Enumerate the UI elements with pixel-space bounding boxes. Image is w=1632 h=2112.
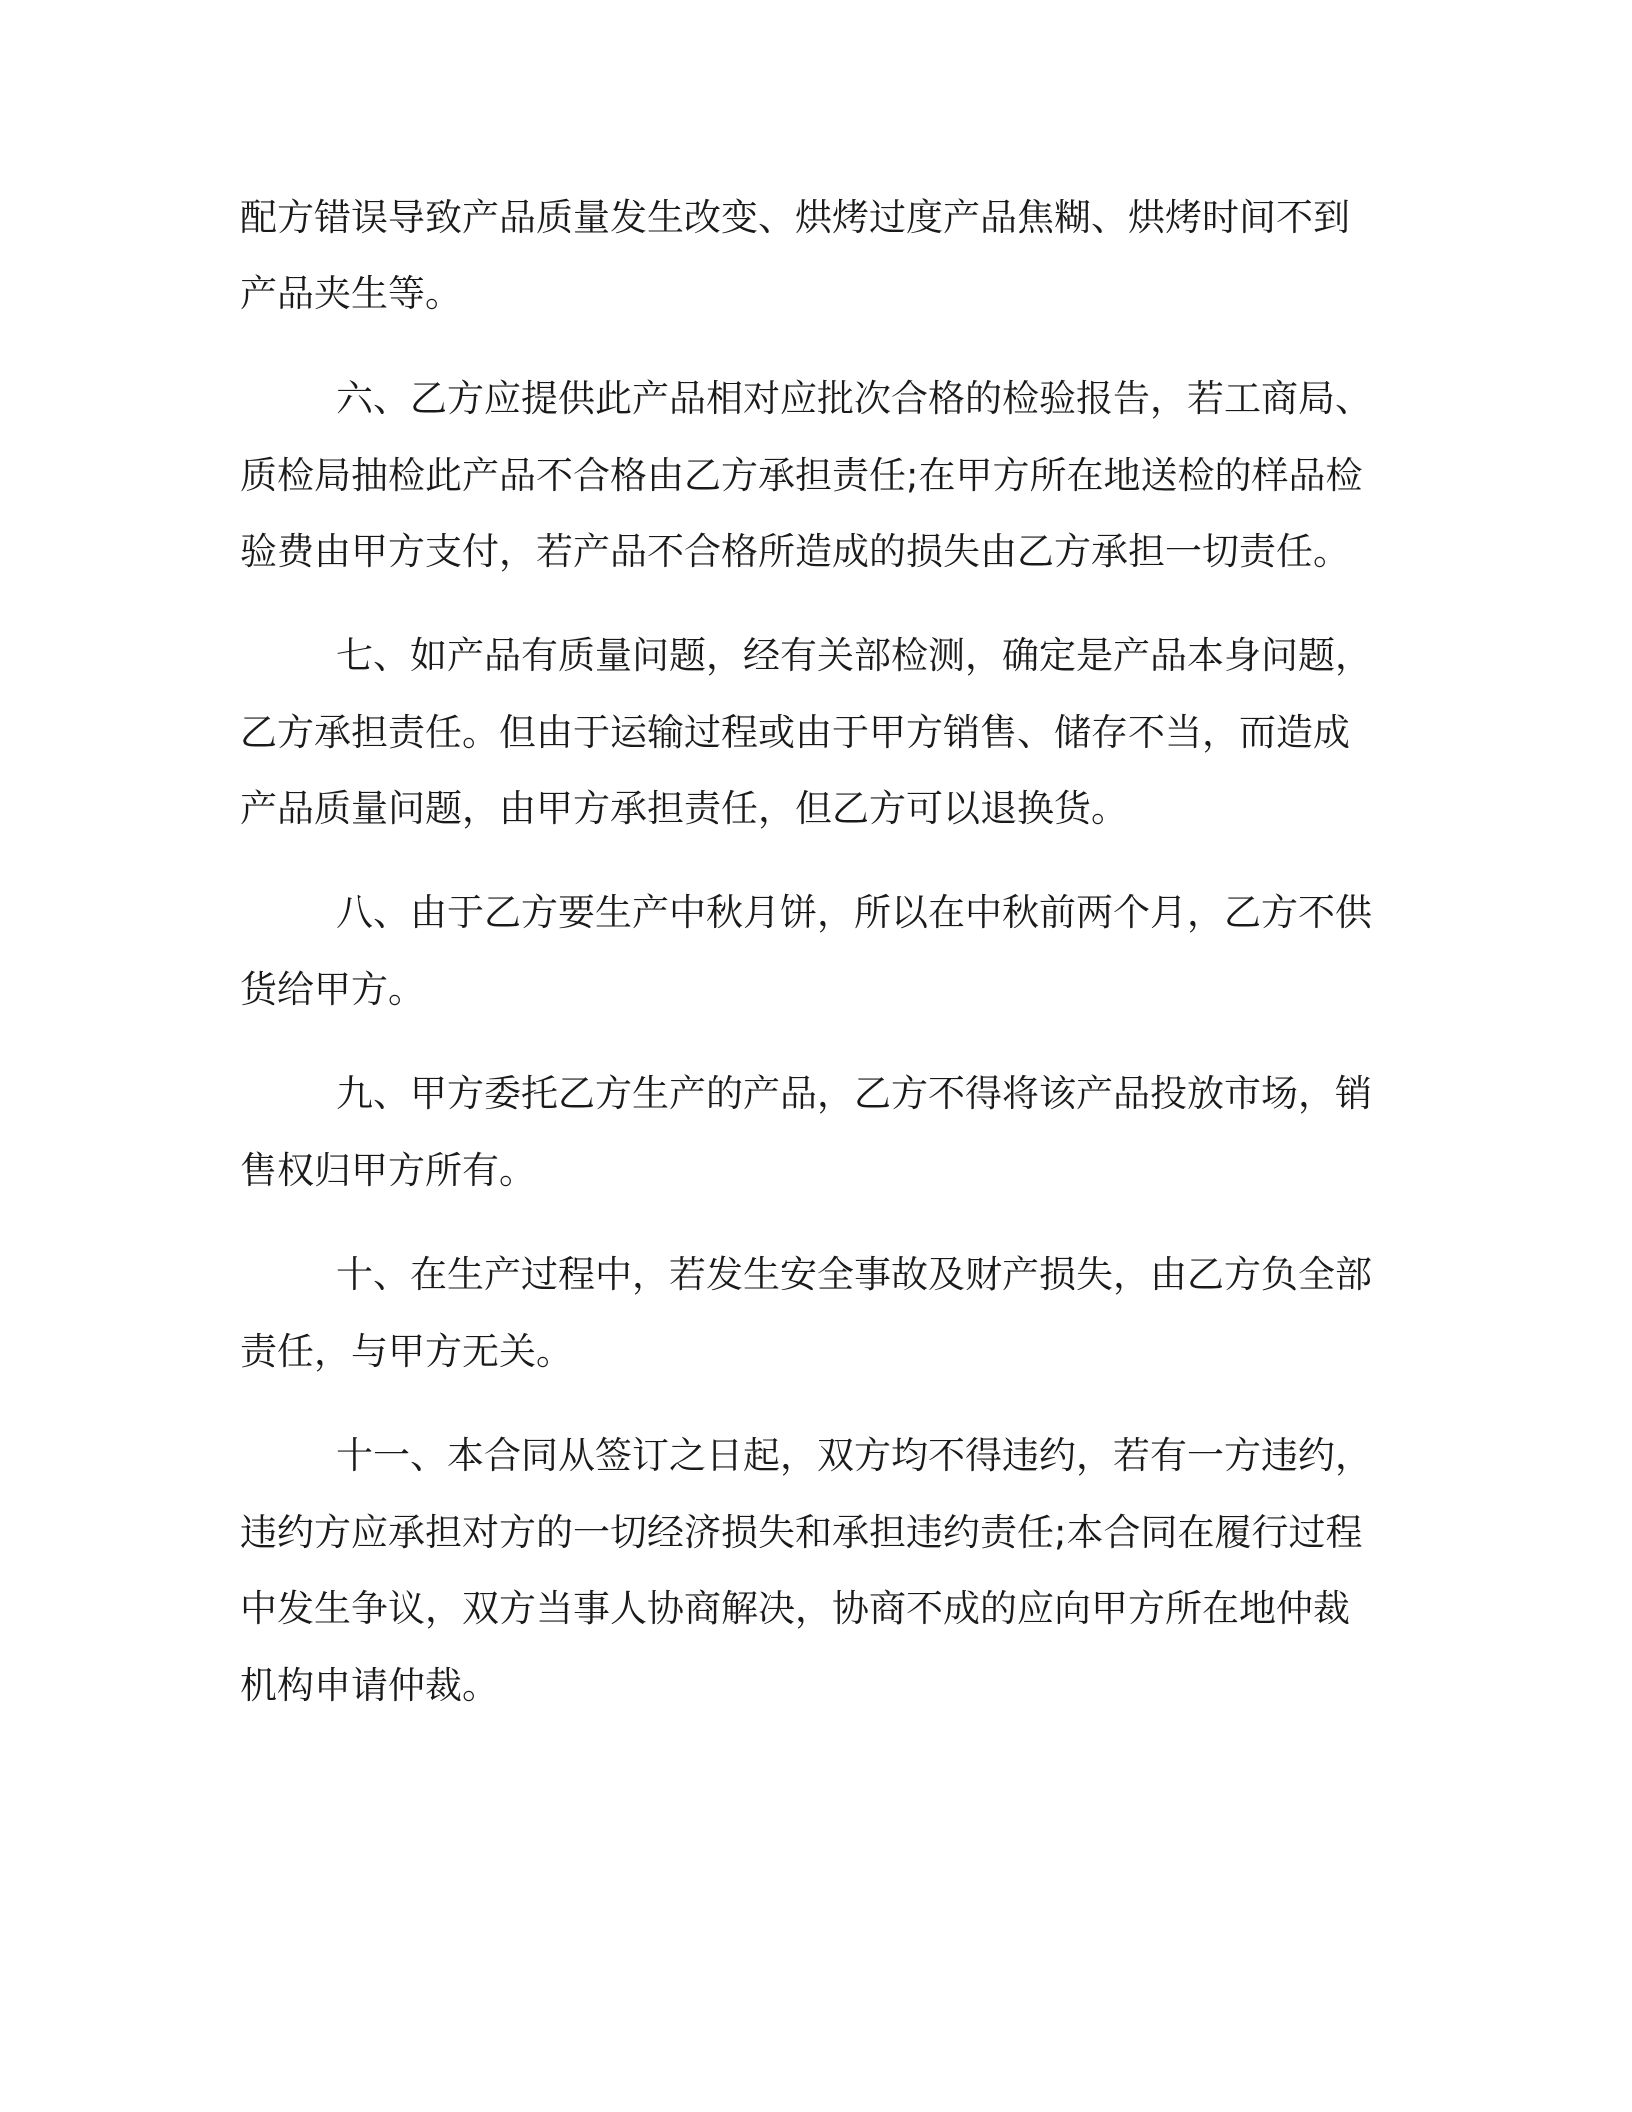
text-line: 验费由甲方支付，若产品不合格所造成的损失由乙方承担一切责任。 (240, 530, 1350, 573)
paragraph-8-line: 八、由于乙方要生产中秋月饼，所以在中秋前两个月，乙方不供 (336, 891, 1372, 934)
text-line: 责任，与甲方无关。 (240, 1330, 573, 1373)
text-line: 质检局抽检此产品不合格由乙方承担责任;在甲方所在地送检的样品检 (240, 454, 1363, 497)
text-line: 货给甲方。 (240, 968, 425, 1011)
paragraph-7-line: 七、如产品有质量问题，经有关部检测，确定是产品本身问题， (336, 634, 1372, 677)
text-line: 中发生争议，双方当事人协商解决，协商不成的应向甲方所在地仲裁 (240, 1587, 1350, 1630)
paragraph-9-line: 九、甲方委托乙方生产的产品，乙方不得将该产品投放市场，销 (336, 1072, 1372, 1115)
text-line: 违约方应承担对方的一切经济损失和承担违约责任;本合同在履行过程 (240, 1511, 1363, 1554)
text-line: 产品夹生等。 (240, 272, 462, 315)
text-line: 售权归甲方所有。 (240, 1149, 536, 1192)
paragraph-6-line: 六、乙方应提供此产品相对应批次合格的检验报告，若工商局、 (336, 377, 1372, 420)
text-line: 配方错误导致产品质量发生改变、烘烤过度产品焦糊、烘烤时间不到 (240, 196, 1350, 239)
text-line: 乙方承担责任。但由于运输过程或由于甲方销售、储存不当，而造成 (240, 711, 1350, 754)
text-line: 机构申请仲裁。 (240, 1664, 499, 1707)
text-line: 产品质量问题，由甲方承担责任，但乙方可以退换货。 (240, 787, 1128, 830)
paragraph-11-line: 十一、本合同从签订之日起，双方均不得违约，若有一方违约， (336, 1434, 1372, 1477)
paragraph-10-line: 十、在生产过程中，若发生安全事故及财产损失，由乙方负全部 (336, 1253, 1372, 1296)
